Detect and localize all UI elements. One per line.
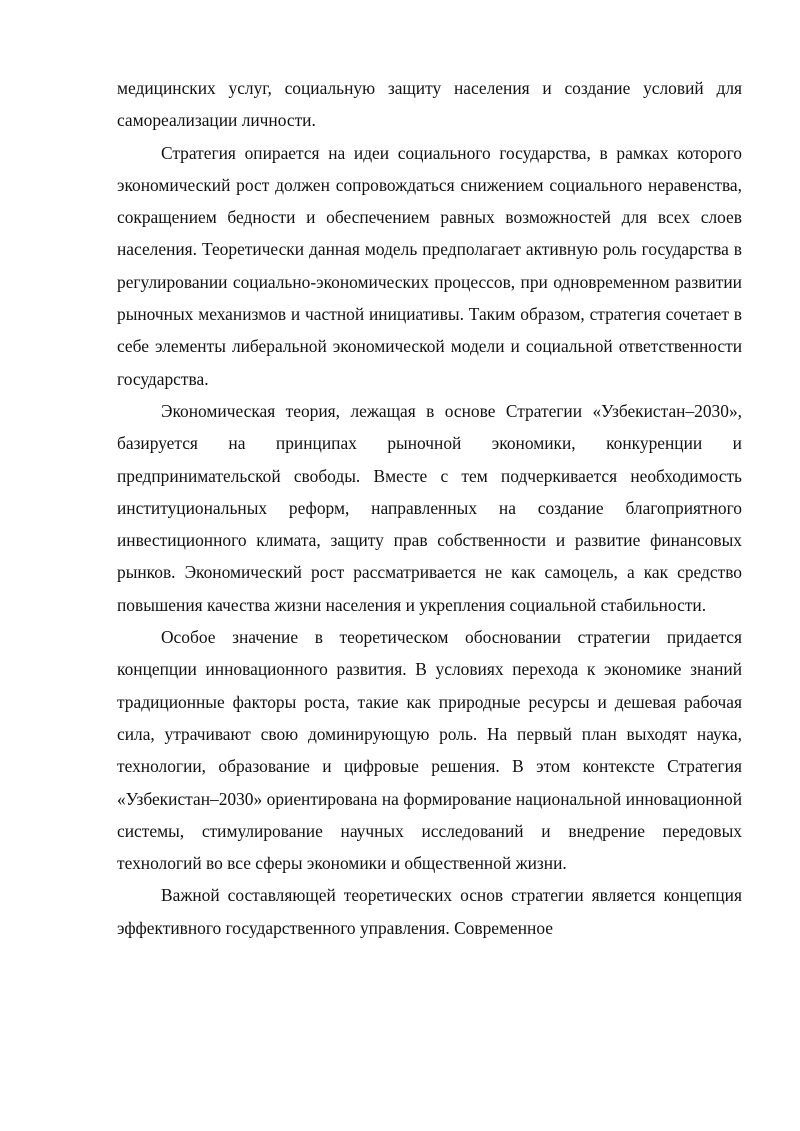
- paragraph-continuation: медицинских услуг, социальную защиту населения и создание условий для самореализации личности.: [117, 78, 742, 131]
- paragraph-social-state: Стратегия опирается на идеи социального государства, в рамках которого экономический рост должен сопровождаться снижением социального неравенства, сокращением бедности и обеспечением равных возможностей для всех слоев населения. Теоретически данная модель предполагает активную роль государства в регулировании социально-экономических процессов, при одновременном развитии рыночных механизмов и частной инициативы. Таким образом, стратегия сочетает в себе элементы либеральной экономической модели и социальной ответственности государства.: [117, 142, 742, 389]
- paragraph-governance: Важной составляющей теоретических основ стратегии является концепция эффективного государственного управления. Современное: [117, 885, 742, 938]
- document-page: [117, 72, 742, 944]
- paragraph-economic-theory: Экономическая теория, лежащая в основе Стратегии «Узбекистан–2030», базируется на принципах рыночной экономики, конкуренции и предпринимательской свободы. Вместе с тем подчеркивается необходимость институциональных реформ, направленных на создание благоприятного инвестиционного климата, защиту прав собственности и развитие финансовых рынков. Экономический рост рассматривается не как самоцель, а как средство повышения качества жизни населения и укрепления социальной стабильности.: [117, 400, 742, 615]
- paragraph-innovation: Особое значение в теоретическом обосновании стратегии придается концепции инновационного развития. В условиях перехода к экономике знаний традиционные факторы роста, такие как природные ресурсы и дешевая рабочая сила, утрачивают свою доминирующую роль. На первый план выходят наука, технологии, образование и цифровые решения. В этом контексте Стратегия «Узбекистан–2030» ориентирована на формирование национальной инновационной системы, стимулирование научных исследований и внедрение передовых технологий во все сферы экономики и общественной жизни.: [117, 627, 742, 874]
